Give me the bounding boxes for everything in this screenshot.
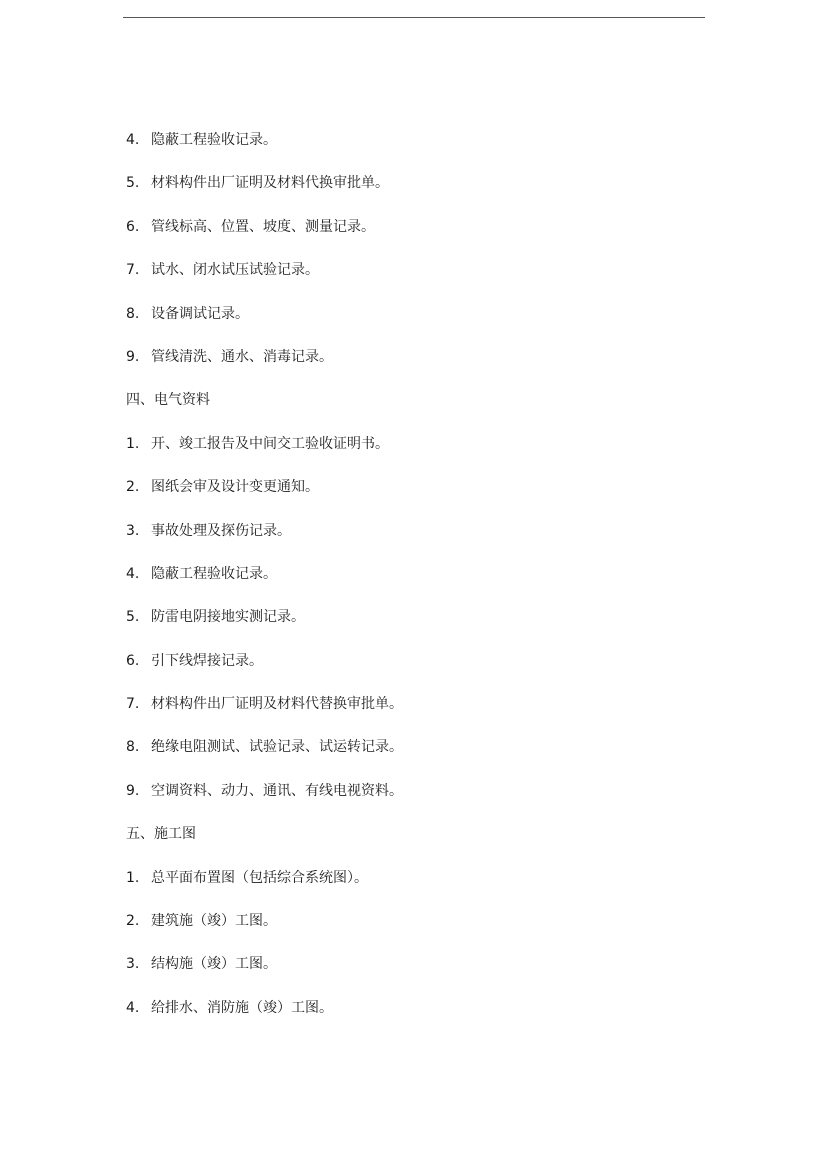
item-number: 2. — [126, 479, 140, 496]
item-text: 隐蔽工程验收记录。 — [151, 132, 277, 148]
list-item — [126, 995, 706, 1038]
item-text: 材料构件出厂证明及材料代替换审批单。 — [151, 696, 403, 713]
item-text: 给排水、消防施（竣）工图。 — [151, 999, 333, 1016]
item-number: 5. — [126, 609, 140, 626]
item-number: 3. — [126, 522, 140, 539]
item-number: 4. — [126, 565, 140, 582]
list-item — [126, 214, 706, 257]
item-text: 防雷电阴接地实测记录。 — [151, 609, 305, 626]
item-text: 图纸会审及设计变更通知。 — [151, 479, 319, 496]
item-number: 7. — [126, 262, 140, 279]
list-item — [126, 865, 706, 908]
document-body — [126, 127, 706, 1038]
item-number: 4. — [126, 999, 140, 1016]
item-text: 管线标高、位置、坡度、测量记录。 — [151, 218, 375, 235]
item-text: 引下线焊接记录。 — [151, 652, 263, 669]
item-text: 试水、闭水试压试验记录。 — [151, 262, 319, 279]
item-text: 设备调试记录。 — [151, 305, 249, 322]
item-number: 7. — [126, 696, 140, 713]
list-item — [126, 691, 706, 734]
item-text: 结构施（竣）工图。 — [151, 956, 277, 973]
item-text: 隐蔽工程验收记录。 — [151, 565, 277, 582]
item-number: 4. — [126, 132, 140, 148]
list-item — [126, 778, 706, 821]
item-number: 3. — [126, 956, 140, 973]
list-item — [126, 344, 706, 387]
item-text: 开、竣工报告及中间交工验收证明书。 — [151, 435, 389, 452]
list-item — [126, 648, 706, 691]
item-number: 6. — [126, 652, 140, 669]
list-item — [126, 301, 706, 344]
header-rule — [123, 17, 705, 18]
section-heading-drawings: 五、施工图 — [126, 826, 196, 843]
item-text: 空调资料、动力、通讯、有线电视资料。 — [151, 782, 403, 799]
item-number: 5. — [126, 175, 140, 192]
item-text: 管线清洗、通水、消毒记录。 — [151, 348, 333, 365]
list-item — [126, 474, 706, 517]
item-number: 1. — [126, 869, 140, 886]
list-item — [126, 127, 706, 170]
item-number: 6. — [126, 218, 140, 235]
list-item — [126, 908, 706, 951]
list-item — [126, 518, 706, 561]
list-item — [126, 734, 706, 777]
item-text: 建筑施（竣）工图。 — [151, 913, 277, 930]
list-item — [126, 561, 706, 604]
item-text: 事故处理及探伤记录。 — [151, 522, 291, 539]
item-number: 8. — [126, 739, 140, 756]
list-item — [126, 951, 706, 994]
list-item — [126, 431, 706, 474]
item-number: 9. — [126, 348, 140, 365]
item-text: 总平面布置图（包括综合系统图）。 — [151, 869, 368, 886]
item-number: 2. — [126, 913, 140, 930]
item-number: 8. — [126, 305, 140, 322]
item-text: 材料构件出厂证明及材料代换审批单。 — [151, 175, 389, 192]
item-number: 9. — [126, 782, 140, 799]
list-item — [126, 257, 706, 300]
item-number: 1. — [126, 435, 140, 452]
list-item — [126, 170, 706, 213]
list-item — [126, 604, 706, 647]
section-heading-electrical: 四、电气资料 — [126, 392, 210, 409]
item-text: 绝缘电阻测试、试验记录、试运转记录。 — [151, 739, 403, 756]
